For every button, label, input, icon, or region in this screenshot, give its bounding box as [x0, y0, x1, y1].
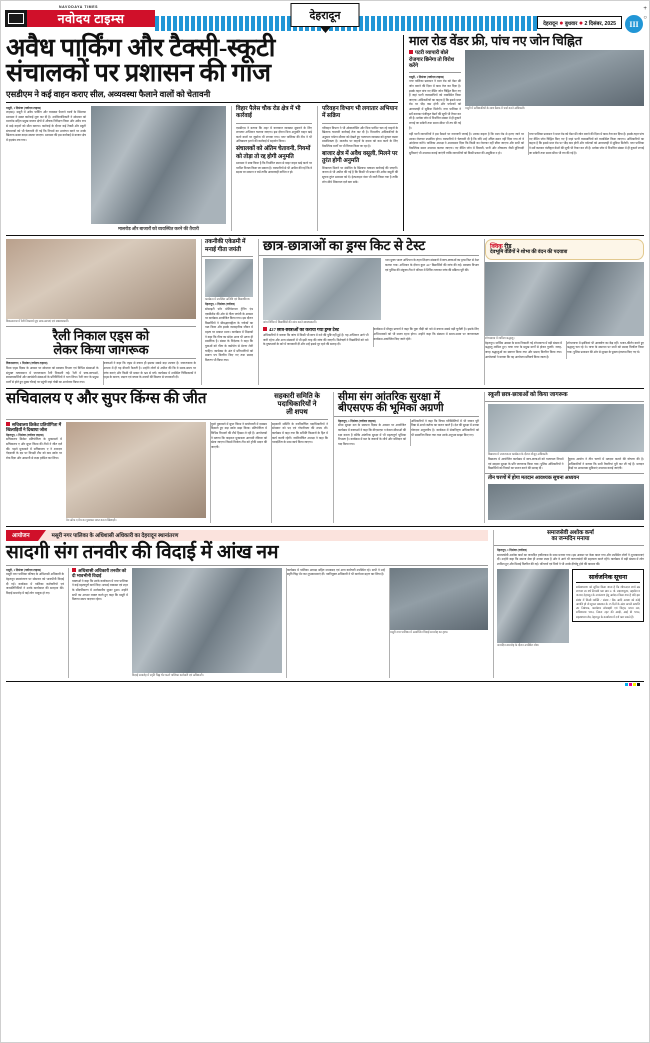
dateline-day: बुधवार	[564, 20, 578, 27]
ribbon-text: मसूरी नगर पालिका के अधिशासी अधिकारी का देहरादून स्थानांतरण	[38, 530, 488, 541]
aids-headline-line2: लेकर किया जागरूक	[53, 341, 149, 357]
registration-marks: + ○	[643, 6, 647, 21]
cricket-sidehead-l2: पदाधिकारियों ने	[277, 399, 317, 408]
lead-col3-text: परिवहन विभाग ने भी ओवरलोडिंग और बिना परमिट चल रहे वाहनों के खिलाफ चालानी कार्रवाई तेज कर दी है। विभागीय अधिकारियों के अनुसार पर्यटन सीजन को देखते हुए यातायात व्यवस्था को दुरुस्त रखना प्राथमिकता है। मालरोड पर वाहनों के दबाव को कम करने के लिए वैकल्पिक मार्गों पर भी विचार किया जा रहा है।	[322, 125, 398, 149]
event-ribbon	[6, 530, 488, 541]
school-photo-caption: विद्यालय में जागरूकता कार्यक्रम के दौरान मौजूद अधिकारी।	[488, 452, 549, 457]
farewell-photo-caption: विदाई समारोह में स्मृति चिह्न भेंट करते पालिका कर्मचारी एवं अधिकारी।	[132, 672, 204, 677]
top-section	[6, 35, 644, 231]
farewell-col1-text: मसूरी नगर पालिका परिषद के अधिशासी अधिकारी के देहरादून स्थानांतरण पर सोमवार को भावभीनी विदाई दी गई। कार्यक्रम में पालिका कर्मचारियों एवं जनप्रतिनिधियों ने उनके कार्यकाल की सराहना की। विदाई समारोह में कई लोग भावुक हो गए।	[6, 572, 64, 595]
quickread-photo-caption: शोभायात्रा में शामिल श्रद्धालु।	[485, 335, 515, 340]
quickread-block	[484, 239, 644, 384]
cricket-photo	[66, 422, 206, 518]
page-footer	[6, 681, 644, 685]
dateline-city: देहरादून	[543, 20, 558, 27]
malroad-photo	[465, 50, 644, 106]
malroad-story	[403, 35, 644, 231]
dateline	[537, 16, 622, 29]
roadsafety-photo	[488, 484, 644, 520]
city-edition-tab[interactable]	[291, 3, 360, 27]
farewell-bullet: अधिशासी अधिकारी तनवीर को दी भावभीनी विदाई	[72, 567, 127, 579]
drugs-col2-text: अधिकारियों ने बताया कि जांच में किसी भी छात्र में नशे की पुष्टि नहीं हुई है। यह अभियान आगे भी जारी रहेगा और अन्य संस्थानों में भी इसी तरह की जांच की जाएगी। विशेषज्ञों ने विद्यार्थियों को नशे के दुष्प्रभावों के बारे में जानकारी दी और उन्हें इससे दूर रहने की सलाह दी।	[263, 333, 369, 347]
malroad-col2-text: वहीं पटरी व्यापारियों ने इस फैसले पर नाराजगी जताई है। उनका कहना है कि माल रोड से हटाए जाने पर उनका रोजगार प्रभावित होगा। व्यापारियों ने चेतावनी दी है कि यदि उन्हें उचित स्थान नहीं दिया गया तो वे आंदोलन करेंगे। पालिका अध्यक्ष ने आश्वासन दिया कि किसी का रोजगार नहीं छीना जाएगा और सभी को वैकल्पिक स्थान उपलब्ध कराया जाएगा। नए वेंडिंग जोन में बिजली, पानी और शौचालय जैसी बुनियादी सुविधाएं भी उपलब्ध कराई जाएंगी ताकि व्यापारियों को किसी प्रकार की असुविधा न हो।	[409, 132, 524, 155]
ribbon-tag: आयोजन	[6, 530, 38, 541]
cricket-bullet: सचिवालय क्रिकेट प्रतियोगिता में खिलाड़ियों ने दिखाया जोश	[6, 421, 62, 433]
middle-section	[6, 239, 644, 384]
bsf-headline-l2: बीएसएफ की भूमिका अग्रणी	[338, 402, 444, 414]
farewell-block	[6, 530, 488, 678]
drugs-headline: छात्र-छात्राओं का ड्रग्स किट से टेस्ट	[263, 238, 426, 254]
bsf-block	[333, 392, 479, 523]
quickread-photo	[485, 262, 644, 336]
farewell-headline: सादगी संग तनवीर की विदाई में आंख नम	[6, 541, 279, 563]
bottom-section	[6, 530, 644, 678]
lead-subhead: एसडीएम ने कई वाहन कराए सील, अव्यवस्था फैलाने वालों को चेतावनी	[6, 89, 398, 103]
dateline-date: 2 दिसंबर, 2025	[584, 20, 616, 27]
social-byline: देहरादून, 1 दिसंबर (नवोदय)	[497, 548, 528, 553]
drugs-bullet: 427 छात्र-छात्राओं का कराया गया ड्रग्स टेस्ट	[263, 327, 369, 333]
social-photo-caption: जन्मदिन समारोह के दौरान उपस्थित लोग।	[497, 642, 540, 647]
farewell-col3-text: कार्यक्रम में पालिका अध्यक्ष सहित सभाासद एवं अन्य कर्मचारी उपस्थित रहे। सभी ने उन्हें स्मृति चिह्न भेंट कर शुभकामनाएं दीं। नवनियुक्त अधिकारी ने भी कार्यभार ग्रहण कर लिया है।	[286, 568, 385, 678]
drugs-photo	[263, 258, 381, 320]
drugs-col1-text: नशा मुक्त भारत अभियान के तहत शिक्षण संस्थानों में छात्र-छात्राओं का ड्रग्स किट से टेस्ट कराया गया। अभियान के दौरान कुल 427 विद्यार्थियों की जांच की गई। स्वास्थ्य विभाग एवं पुलिस की संयुक्त टीम ने परिसर में शिविर लगाकर जांच की प्रक्रिया पूरी की।	[385, 258, 479, 272]
farewell-photo-2	[390, 568, 488, 630]
gita-photo-caption: कार्यक्रम में उपस्थित अतिथि एवं विद्यार्थीगण।	[205, 297, 251, 302]
cricket-photo-caption: मैन ऑफ द मैच का पुरस्कार प्राप्त करता खिलाड़ी।	[66, 517, 117, 522]
sports-section	[6, 392, 644, 523]
public-notice	[572, 569, 644, 623]
lead-col1-text: टाइम्स)। मसूरी में अवैध पार्किंग और व्यवस्था फैलाने वालों के खिलाफ प्रशासन ने सख्त कार्रवाई शुरू कर दी है। उपजिलाधिकारी ने सोमवार को मालरोड सहित प्रमुख बाजार क्षेत्रों में औचक निरीक्षण किया और अवैध रूप से खड़े वाहनों को सील कराया। कार्रवाई के दौरान कई टैक्सी और स्कूटी संचालकों को भी चेतावनी दी गई कि नियमों का उल्लंघन करने पर उनके खिलाफ सख्त कदम उठाया जाएगा। प्रशासन की इस कार्रवाई से बाजार क्षेत्र में हड़कंप मच गया।	[6, 110, 86, 142]
social-headline-l2: का जन्मदिन मनाया	[551, 536, 590, 543]
lead-col2-head2: संचालकों को अंतिम चेतावनी, नियमों को तोड़ा तो रद्द होगी अनुमति	[236, 146, 311, 160]
lead-photo-caption: मालरोड और बाजारों को व्यवस्थित करने की तैयारी	[118, 225, 199, 231]
farewell-byline: मसूरी, 1 दिसंबर (नवोदय टाइम्स)	[6, 567, 42, 572]
malroad-bullet: पटरी व्यापारी बोले रोजगार छिनेगा तो विरोध करेंगे	[409, 50, 454, 70]
bsf-col2-text: अधिकारियों ने कहा कि विषम परिस्थितियों में भी जवान पूरी निष्ठा से अपने कर्तव्य का पालन करते हैं। देश की सुरक्षा में उनका योगदान अतुलनीय है। कार्यक्रम में सेवानिवृत्त अधिकारियों को भी सम्मानित किया गया तथा उनके अनुभव साझा किए गए।	[410, 419, 479, 447]
aids-col2-text: वक्ताओं ने कहा कि एड्स से बचाव ही इसका सबसे बड़ा उपचार है। जागरूकता के अभाव में ही यह बीमारी फैलती है। उन्होंने लोगों से अपील की कि वे समय-समय पर जांच कराएं और किसी भी प्रकार के भ्रम से बचें। कार्यक्रम में उपस्थित चिकित्सकों ने एड्स के कारण, लक्षण एवं बचाव के उपायों की विस्तार से जानकारी दी।	[103, 361, 197, 384]
cricket-side-text: सहकारी समिति के नवनिर्वाचित पदाधिकारियों ने सोमवार को पद एवं गोपनीयता की शपथ ली। कार्यक्रम में कहा गया कि समिति किसानों के हित में कार्य करती रहेगी। नवनिर्वाचित अध्यक्ष ने कहा कि पारदर्शिता के साथ कार्य किया जाएगा।	[271, 422, 328, 523]
lead-byline: मसूरी, 1 दिसंबर (नवोदय टाइम्स)	[6, 105, 42, 110]
cricket-byline: देहरादून, 1 दिसंबर (नवोदय टाइम्स)	[6, 432, 44, 437]
aids-photo	[6, 239, 196, 319]
cricket-sidehead-l3: ली शपथ	[286, 408, 308, 417]
drugs-col3-text: कार्यक्रम में मौजूद प्राचार्य ने कहा कि युवा पीढ़ी को नशे से बचाना सबसे बड़ी चुनौती है। इसके लिए अभिभावकों को भी सजग रहना होगा। उन्होंने कहा कि संस्थान में समय-समय पर जागरूकता कार्यक्रम आयोजित किए जाते रहेंगे।	[373, 327, 480, 347]
gita-block	[201, 239, 253, 384]
quickread-tag: क्विक रीड	[490, 244, 512, 251]
lead-col3-head2: बाजार क्षेत्र में अवैध वसूली, मिलने पर तुरंत होगी अनुमति	[322, 150, 398, 165]
lead-story	[6, 35, 398, 231]
lead-col2-text: एसडीएम ने बताया कि शहर में यातायात व्यवस्था सुधारने के लिए लगातार अभियान चलाया जाएगा। इस दौरान बिना अनुमति वाहन खड़े करने वालों पर जुर्माना भी लगाया गया। नगर पालिका की टीम ने भी अतिक्रमण हटाने की कार्रवाई में सहयोग किया।	[236, 125, 312, 144]
color-registration-swatches	[625, 683, 640, 686]
quickread-text2: शोभायात्रा में झांकियां भी आकर्षण का केंद्र रहीं। भजन-कीर्तन करते हुए श्रद्धालु चल रहे थे। यात्रा के समापन पर सभी को प्रसाद वितरित किया गया। पुलिस प्रशासन की ओर से सुरक्षा के पुख्ता इंतजाम किए गए थे।	[566, 341, 644, 360]
social-headline-l1: समाजसेवी अशोक कर्मा	[547, 529, 594, 536]
lead-headline-line1: अवैध पार्किंग और टैक्सी-स्कूटी	[6, 33, 276, 62]
logo-title: नवोदय टाइम्स	[27, 10, 155, 27]
aids-col1-text: विश्व एड्स दिवस के अवसर पर सोमवार को स्वास्थ्य विभाग एवं विभिन्न संस्थाओं के संयुक्त तत्वावधान में जागरूकता रैली निकाली गई। रैली में छात्र-छात्राओं, स्वास्थ्यकर्मियों और स्वयंसेवी संस्थाओं के प्रतिनिधियों ने भाग लिया। रैली नगर के प्रमुख मार्गों से होते हुए मुख्य चौराहे पर पहुंची जहां गोष्ठी का आयोजन किया गया।	[6, 366, 99, 384]
malroad-col3-text: नगर पालिका प्रशासन ने माल रोड को वेंडर फ्री जोन बनाने की दिशा में काम तेज कर दिया है। इसके तहत पांच नए वेंडिंग जोन चिह्नित किए गए हैं जहां पटरी व्यवसायियों को व्यवस्थित किया जाएगा। अधिकारियों का कहना है कि इससे माल रोड पर भीड़ कम होगी और पर्यटकों को आवाजाही में सुविधा मिलेगी। नगर पालिका ने सर्वे कराकर पंजीकृत वेंडरों की सूची भी तैयार कर ली है। प्रत्येक जोन में निर्धारित संख्या में ही दुकानें लगाई जा सकेंगी तथा समय सीमा भी तय की गई है।	[529, 132, 644, 155]
school-headline: स्कूली छात्र-छात्राओं को किया जागरूक	[488, 391, 568, 398]
school-photo	[488, 404, 644, 452]
cricket-col2-text: दूसरे मुकाबले में सुपर किंग्स ने बल्लेबाजी में दमखम दिखाते हुए बड़ा स्कोर खड़ा किया। प्रतियोगिता में विभिन्न विभागों की टीमें हिस्सा ले रही हैं। आयोजकों ने बताया कि फाइनल मुकाबला आगामी रविवार को खेला जाएगा जिसमें विजेता टीम को ट्रॉफी प्रदान की जाएगी।	[210, 422, 267, 523]
bsf-col1-text: सीमा सुरक्षा बल के स्थापना दिवस के अवसर पर आयोजित कार्यक्रम में वक्ताओं ने कहा कि बीएसएफ न केवल सीमाओं की रक्षा करता है बल्कि आंतरिक सुरक्षा में भी महत्वपूर्ण भूमिका निभाता है। कार्यक्रम में बल के जवानों के शौर्य और बलिदान को याद किया गया।	[338, 423, 406, 446]
aids-headline-line1: रैली निकाल एड्स को	[52, 328, 150, 344]
city-edition-label: देहरादून	[309, 10, 341, 22]
farewell-photo	[132, 568, 282, 673]
logo-kicker: NAVODAYA TIMES	[59, 5, 99, 9]
masthead	[1, 1, 649, 35]
school-block	[484, 392, 644, 523]
social-photo	[497, 569, 569, 643]
cricket-sidehead-l1: सहकारी समिति के	[274, 391, 320, 400]
quickread-text: देहरादून। धार्मिक आस्था के साथ निकाली गई शोभायात्रा में बड़ी संख्या में श्रद्धालु शामिल हुए। यात्रा नगर के प्रमुख मार्गों से होकर गुजरी। जगह-जगह श्रद्धालुओं का स्वागत किया गया और प्रसाद वितरित किया गया। आयोजकों ने बताया कि यह आयोजन प्रतिवर्ष किया जाता है।	[485, 340, 562, 359]
bullet-square-icon	[409, 50, 413, 54]
newspaper-logo	[5, 5, 155, 27]
roadsafety-headline: तीन चरणों में होगा मतदान आवश्यक सूचना अध्ययन	[488, 475, 580, 481]
gita-byline: देहरादून, 1 दिसंबर (नवोदय)	[205, 302, 236, 307]
edition-badge: III	[625, 15, 643, 33]
malroad-byline: मसूरी, 1 दिसंबर (नवोदय टाइम्स)	[409, 74, 445, 79]
cricket-headline: सचिवालय ए और सुपर किंग्स की जीत	[6, 390, 207, 407]
quickread-header	[485, 239, 644, 260]
gita-headline: तकनीकी एकेडमी में मनाई गीता जयंती	[205, 239, 246, 253]
cricket-col1-text: सचिवालय क्रिकेट प्रतियोगिता के मुकाबलों में सचिवालय ए और सुपर किंग्स की टीमों ने जीत दर्ज की। पहले मुकाबले में सचिवालय ए ने शानदार गेंदबाजी के दम पर विपक्षी टीम को कम स्कोर पर रोक दिया और आसानी से लक्ष्य हासिल कर लिया।	[6, 437, 62, 460]
drugs-photo-caption: जांच शिविर में विद्यार्थियों की जांच करते स्वास्थ्यकर्मी।	[263, 320, 317, 325]
gita-photo	[205, 259, 253, 297]
notice-text: सर्वसाधारण को सूचित किया जाता है कि जीवनदत्त शर्मा उम्र लगभग 45 वर्ष निवासी पता ग्राम न. पो. लक्ष्मणपुरम, तहसील व जनपद देहरादून के नामांतरण हेतु आवेदन किया गया है यदि इस संबंध में किसी व्यक्ति / संस्था / बैंक आदि अथवा को कोई आपत्ति हो तो सूचना प्रकाशन के 15 दिनों के अंदर अपनी आपत्ति उप निबंधक, कार्यालय सोसाइटी एवं चिट्स, प्रथम तल, सचिवालय भवन, निकट नहर की आड़ी, आई डी भवन, सहस्त्रधारा रोड, देहरादून के कार्यालय में दर्ज करा सकते हैं।	[576, 584, 640, 619]
lead-headline-line2: संचालकों पर प्रशासन की गाज	[6, 57, 271, 87]
malroad-headline: माल रोड वेंडर फ्री, पांच नए जोन चिह्नित	[409, 34, 583, 48]
lead-col2-text2: प्रशासन ने स्पष्ट किया है कि निर्धारित स्थान से बाहर वाहन खड़े करने पर परमिट निरस्त किया जा सकता है। व्यापारियों से भी अपील की गई कि वे सड़क पर सामान न रखें ताकि आवाजाही बाधित न हो।	[236, 161, 312, 175]
dateline-dot-icon-2: ●	[578, 19, 584, 27]
quickread-headline: देवभूमि वेंडिंगों ने शोभा की वंदन की पदयात्रा	[490, 250, 568, 256]
flag-icon	[5, 10, 27, 27]
bullet-square-icon-4	[72, 568, 76, 572]
lead-col3-head: परिवहन विभाग भी लगातार अभियान में सक्रिय	[322, 105, 398, 120]
aids-byline: विकासनगर, 1 दिसंबर (नवोदय टाइम्स)	[6, 361, 48, 366]
bullet-square-icon-2	[263, 327, 267, 331]
malroad-photo-caption: मसूरी में अधिकारियों के साथ बैठक में चर्चा करते अधिकारी।	[465, 106, 526, 111]
bsf-headline-l1: सीमा संग आंतरिक सुरक्षा में	[338, 391, 441, 403]
farewell-col2-text: वक्ताओं ने कहा कि उनके कार्यकाल में नगर पालिका ने कई महत्वपूर्ण कार्य किए। सफाई व्यवस्था एवं शहर के सौंदर्यीकरण में उल्लेखनीय सुधार हुआ। उन्होंने सभी का आभार व्यक्त करते हुए कहा कि मसूरी में बिताया समय यादगार रहेगा।	[72, 578, 128, 602]
aids-photo-caption: विकासनगर में रैली निकालते हुए छात्र-छात्राएं एवं स्वास्थ्यकर्मी।	[6, 319, 69, 324]
roadsafety-text: चुनाव आयोग ने तीन चरणों में मतदान कराने की घोषणा की है। अधिकारियों ने बताया कि सभी तैयारियां पूरी कर ली गई हैं। मतदान केंद्रों पर आवश्यक सुविधाएं उपलब्ध कराई जाएंगी।	[568, 457, 644, 471]
social-text: समाजसेवी अशोक कर्मा का जन्मदिन हर्षोल्लास के साथ मनाया गया। इस अवसर पर केक काटा गया और उपस्थित लोगों ने शुभकामनाएं दीं। उन्होंने कहा कि समाज सेवा ही उनका लक्ष्य है और वे आगे भी जरूरतमंदों की सहायता करते रहेंगे। कार्यक्रम में बड़ी संख्या में लोग शामिल हुए और मिठाई वितरित की गई। परिजनों एवं मित्रों ने भी उनके दीर्घायु होने की कामना की।	[497, 552, 644, 566]
lead-col2-head: विहार पैलेस चौक रोड क्षेत्र में भी कार्रवाई	[236, 105, 301, 120]
lead-photo	[91, 106, 226, 224]
malroad-col1-text: नगर पालिका प्रशासन ने माल रोड को वेंडर फ्री जोन बनाने की दिशा में काम तेज कर दिया है। इसके तहत पांच नए वेंडिंग जोन चिह्नित किए गए हैं जहां पटरी व्यवसायियों को व्यवस्थित किया जाएगा। अधिकारियों का कहना है कि इससे माल रोड पर भीड़ कम होगी और पर्यटकों को आवाजाही में सुविधा मिलेगी। नगर पालिका ने सर्वे कराकर पंजीकृत वेंडरों की सूची भी तैयार कर ली है। प्रत्येक जोन में निर्धारित संख्या में ही दुकानें लगाई जा सकेंगी तथा समय सीमा भी तय की गई है।	[409, 79, 461, 130]
drugs-block	[258, 239, 479, 384]
gita-text: सोसाइटी फॉर मोटिवेशनल ट्रेनिंग एंड एक्सीलेंस की ओर से गीता जयंती के अवसर पर कार्यक्रम आयोजित किया गया। इस दौरान विद्यार्थियों ने श्रीमद्भगवद्गीता के श्लोकों का पाठ किया और इसके व्यावहारिक जीवन में महत्व पर प्रकाश डाला। कार्यक्रम में शिक्षकों ने कहा कि गीता का संदेश आज भी उतना ही प्रासंगिक है। संस्था के निदेशक ने कहा कि युवाओं को गीता के कर्मयोग से प्रेरणा लेनी चाहिए। कार्यक्रम के अंत में प्रतिभागियों को प्रमाण पत्र वितरित किए गए तथा प्रसाद वितरण भी किया गया।	[205, 306, 253, 362]
dateline-dot-icon: ●	[559, 19, 564, 27]
bsf-byline: देहरादून, 1 दिसंबर (नवोदय टाइम्स)	[338, 418, 376, 423]
lead-col3-text2: शिकायत मिलने पर संबंधित के खिलाफ तत्काल कार्रवाई की जाएगी। जनता से भी अपील की गई है कि किसी भी प्रकार की अवैध वसूली की सूचना तुरंत प्रशासन को दें। हेल्पलाइन नंबर भी जारी किया गया है ताकि लोग सीधे शिकायत दर्ज करा सकें।	[322, 165, 398, 184]
school-text: विद्यालय में आयोजित कार्यक्रम में छात्र-छात्राओं को यातायात नियमों एवं साइबर सुरक्षा के प्रति जागरूक किया गया। पुलिस अधिकारियों ने विद्यार्थियों को नियमों का पालन करने की सलाह दी।	[488, 457, 564, 471]
aids-block	[6, 239, 196, 384]
farewell-photo-caption-2: मसूरी नगर पालिका में आयोजित विदाई समारोह का दृश्य।	[390, 629, 448, 634]
social-notice-block	[493, 530, 644, 678]
cricket-block	[6, 392, 328, 523]
notice-title: सार्वजनिक सूचना	[576, 572, 640, 583]
bullet-square-icon-3	[6, 422, 10, 426]
